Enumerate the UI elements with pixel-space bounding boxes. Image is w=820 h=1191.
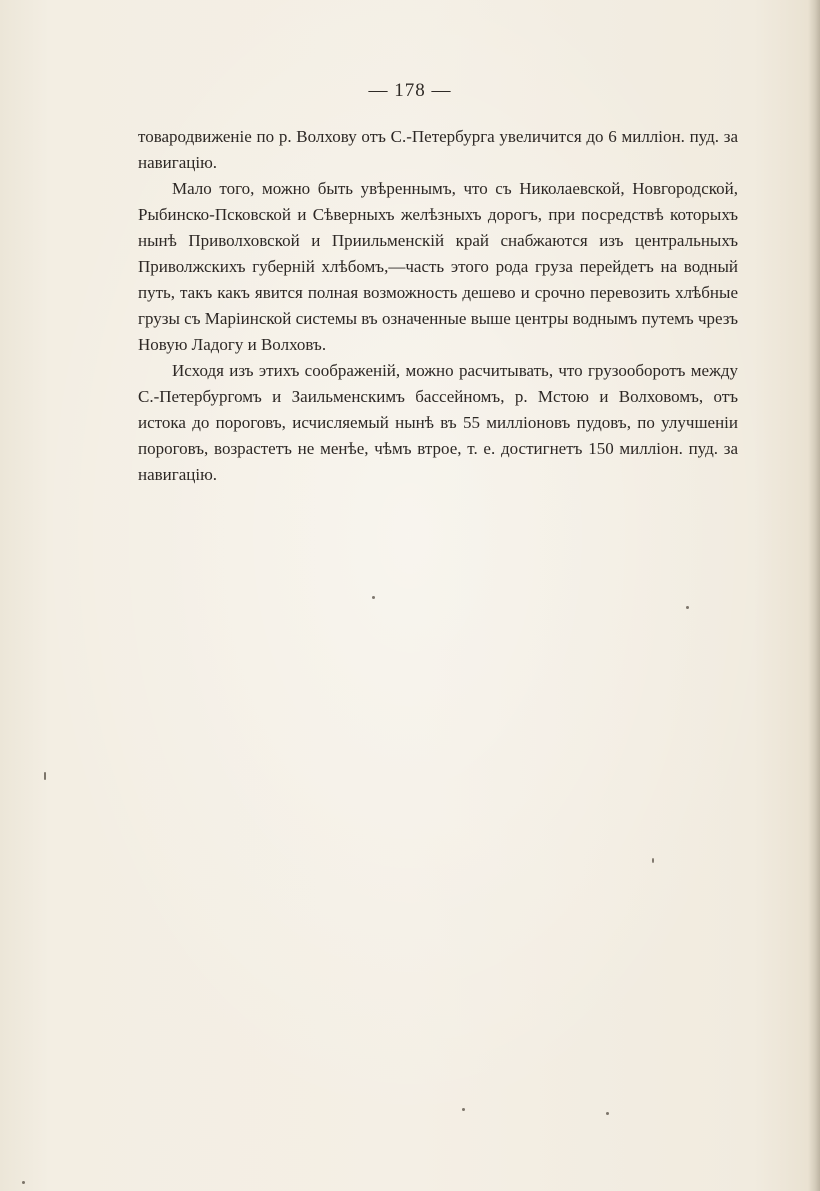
- body-text: [138, 124, 738, 488]
- scan-speck: [22, 1181, 25, 1184]
- page-number: — 178 —: [368, 80, 452, 101]
- scan-speck: [372, 596, 375, 599]
- page-edge-shadow: [808, 0, 820, 1191]
- scan-speck: [606, 1112, 609, 1115]
- paragraph-3: Исходя изъ этихъ соображеній, можно расчитывать, что грузооборотъ между С.-Петербургомъ и Заильменскимъ бассейномъ, р. Мстою и Волховомъ, отъ истока до пороговъ, исчисляемый нынѣ въ 55 миллiоновъ пудовъ, по улучшеніи пороговъ, возрастетъ не менѣе, чѣмъ втрое, т. е. достигнетъ 150 миллiон. пуд. за навигацію.: [138, 361, 738, 484]
- scan-speck: [686, 606, 689, 609]
- paragraph-1: товародвиженіе по р. Волхову отъ С.-Петербурга увеличится до 6 миллiон. пуд. за навигацію.: [138, 127, 738, 172]
- paragraph-2: Мало того, можно быть увѣреннымъ, что съ Николаевской, Новгородской, Рыбинско-Псковской и Сѣверныхъ желѣзныхъ дорогъ, при посредствѣ которыхъ нынѣ Приволховской и Приильменскій край снабжаются изъ центральныхъ Приволжскихъ губерній хлѣбомъ,—часть этого рода груза перейдетъ на водный путь, такъ какъ явится полная возможность дешево и срочно перевозить хлѣбные грузы съ Маріинской системы въ означенные выше центры воднымъ путемъ чрезъ Новую Ладогу и Волховъ.: [138, 179, 738, 354]
- scan-speck: [652, 858, 654, 863]
- scan-speck: [462, 1108, 465, 1111]
- scan-speck: [44, 772, 46, 780]
